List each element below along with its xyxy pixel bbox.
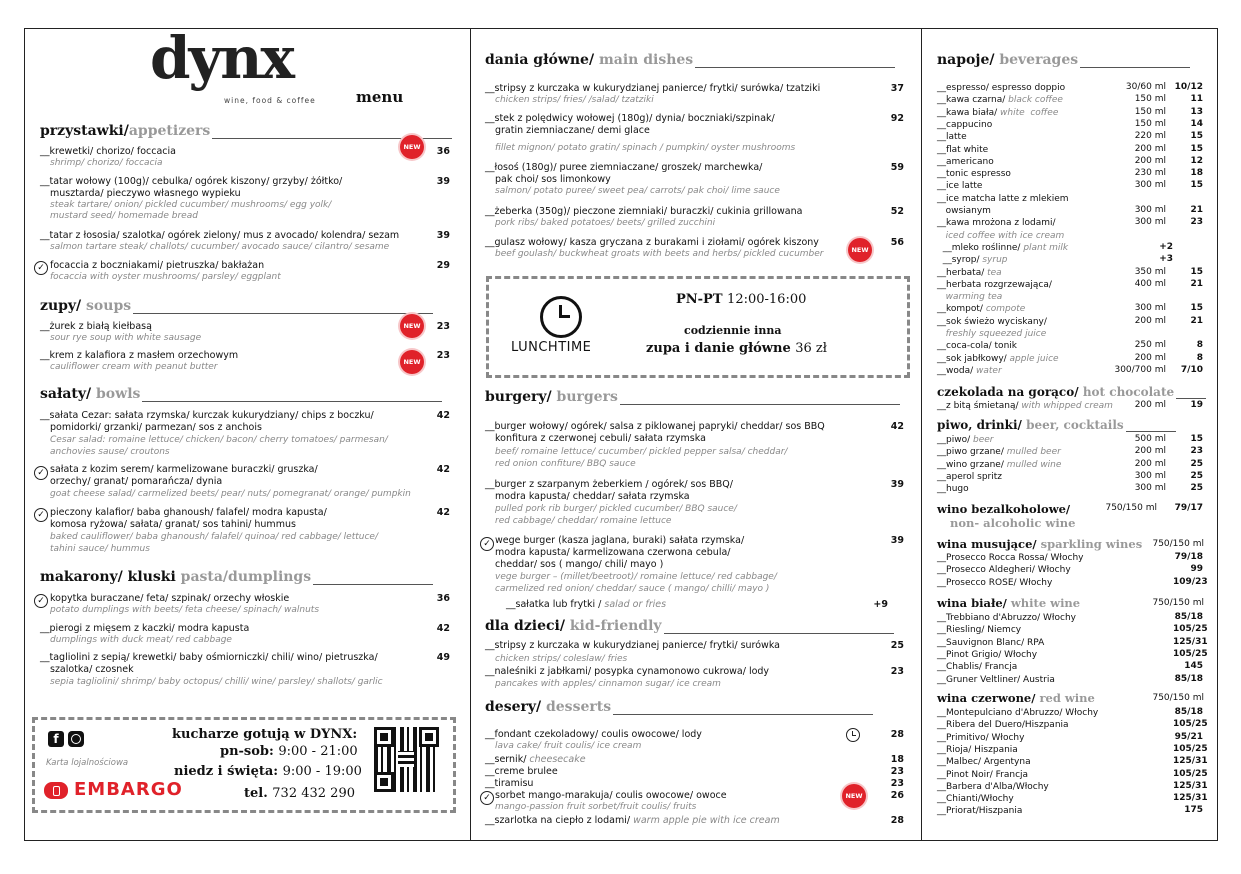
volume: 400 ml <box>1134 278 1166 289</box>
menu-item: __sałata Cezar: sałata rzymska/ kurczak kukurydziany/ chips z boczku/ <box>40 410 374 421</box>
volume: 230 ml <box>1134 168 1166 179</box>
volume: 300 ml <box>1134 217 1166 228</box>
list-item: __cappucino <box>937 119 993 130</box>
list-item: __Priorat/Hiszpania <box>937 806 1023 817</box>
list-item: iced coffee with ice cream <box>937 230 1065 241</box>
section-heading: piwo, drinki/ beer, cocktails <box>937 418 1176 432</box>
phone[interactable]: tel. 732 432 290 <box>244 786 355 801</box>
new-badge: NEW <box>400 350 424 374</box>
vegetarian-icon: ✓ <box>34 508 48 522</box>
price: 8 <box>1196 340 1203 351</box>
section-heading: dania główne/ main dishes <box>485 52 895 68</box>
list-item: __wino grzane/ mulled wine <box>937 459 1062 470</box>
section-heading: dla dzieci/ kid-friendly <box>485 618 894 634</box>
price: 95/21 <box>1174 731 1203 742</box>
list-item: __Rioja/ Hiszpania <box>937 744 1018 755</box>
price: 25 <box>1190 458 1203 469</box>
menu-item: __gulasz wołowy/ kasza gryczana z burakami i ziołami/ ogórek kiszony <box>485 237 819 248</box>
menu-item: __łosoś (180g)/ puree ziemniaczane/ groszek/ marchewka/ <box>485 162 763 173</box>
menu-item: __stripsy z kurczaka w kukurydzianej panierce/ frytki/ surówka <box>485 640 780 651</box>
price: 105/25 <box>1173 719 1208 730</box>
menu-item: __sernik/ cheesecake <box>485 754 586 765</box>
list-item: __kawa biała/ white coffee <box>937 107 1059 118</box>
price: 15 <box>1190 143 1203 154</box>
list-item: __sok jabłkowy/ apple juice <box>937 353 1059 364</box>
list-item: __Chablis/ Francja <box>937 662 1018 673</box>
volume: 150 ml <box>1134 118 1166 129</box>
volume: 200 ml <box>1134 446 1166 457</box>
volume: 200 ml <box>1134 315 1166 326</box>
price: 21 <box>1190 278 1203 289</box>
price: 79/18 <box>1174 552 1203 562</box>
list-item: __mleko roślinne/ plant milk <box>937 242 1069 253</box>
volume: 300 ml <box>1134 470 1166 481</box>
volume: 200 ml <box>1134 458 1166 469</box>
menu-item: __z bitą śmietaną/ with whipped cream <box>937 401 1113 411</box>
hours-mon-sat: pn-sob: 9:00 - 21:00 <box>220 744 358 759</box>
new-badge: NEW <box>400 135 424 159</box>
list-item: __kompot/ compote <box>937 304 1026 315</box>
menu-item: __stek z polędwicy wołowej (180g)/ dynia/ boczniaki/szpinak/ <box>485 113 775 124</box>
section-heading: wina białe/ white wine <box>937 596 1081 610</box>
price: 12 <box>1190 155 1203 166</box>
list-item: __piwo grzane/ mulled beer <box>937 447 1061 458</box>
volume: 150 ml <box>1134 106 1166 117</box>
volume: 150 ml <box>1134 94 1166 105</box>
price: 125/31 <box>1173 636 1208 647</box>
clock-icon <box>846 728 860 742</box>
menu-item: __krem z kalafiora z masłem orzechowym <box>40 350 239 361</box>
volume: 300 ml <box>1134 303 1166 314</box>
section-heading: desery/ desserts <box>485 699 873 715</box>
embargo-logo: EMBARGO <box>44 781 214 801</box>
menu-item: __pierogi z mięsem z kaczki/ modra kapusta <box>40 623 250 634</box>
price: 8 <box>1196 352 1203 363</box>
volume: 300 ml <box>1134 205 1166 215</box>
section-heading: wina musujące/ sparkling wines <box>937 537 1143 551</box>
volume: 200 ml <box>1134 143 1166 154</box>
price: 7/10 <box>1180 364 1203 375</box>
menu-item: sorbet mango-marakuja/ coulis owocowe/ owoce <box>495 790 727 801</box>
list-item: __Chianti/Włochy <box>937 794 1014 805</box>
section-heading: wina czerwone/ red wine <box>937 691 1095 705</box>
list-item: __sok świeżo wyciskany/ <box>937 316 1047 327</box>
list-item: __syrop/ syrup <box>937 255 1008 266</box>
list-item: warming tea <box>937 292 1003 303</box>
list-item: __Prosecco ROSE/ Włochy <box>937 577 1053 588</box>
list-item: __Gruner Veltliner/ Austria <box>937 674 1055 685</box>
lunch-hours: PN-PT 12:00-16:00 <box>676 292 807 307</box>
price: 125/31 <box>1173 793 1208 804</box>
menu-item: pieczony kalafior/ baba ghanoush/ falafel/ modra kapusta/ <box>50 507 327 518</box>
list-item: __Prosecco Rocca Rossa/ Włochy <box>937 553 1084 563</box>
facebook-icon[interactable]: f <box>48 731 64 747</box>
list-item: __aperol spritz <box>937 471 1002 482</box>
price: 21 <box>1190 205 1203 215</box>
section-heading: przystawki/appetizers <box>40 123 452 139</box>
menu-item: kopytka buraczane/ feta/ szpinak/ orzechy włoskie <box>50 593 290 604</box>
price: 175 <box>1184 805 1203 816</box>
cooks-heading: kucharze gotują w DYNX: <box>172 727 358 742</box>
menu-item: wege burger (kasza jaglana, buraki) sałata rzymska/ <box>495 535 745 546</box>
section-heading: zupy/ soups <box>40 298 433 314</box>
price: 85/18 <box>1174 673 1203 684</box>
list-item: __kawa czarna/ black coffee <box>937 95 1063 106</box>
vegetarian-icon: ✓ <box>34 594 48 608</box>
price: 109/23 <box>1173 576 1208 587</box>
list-item: __Primitivo/ Włochy <box>937 732 1025 743</box>
menu-item: __sałatka lub frytki / salad or fries <box>506 599 667 610</box>
price: 11 <box>1190 94 1203 105</box>
qr-code-icon[interactable] <box>374 727 439 792</box>
volume: 30/60 ml <box>1125 82 1166 92</box>
list-item: __kawa mrożona z lodami/ <box>937 218 1056 229</box>
volume: 200 ml <box>1134 352 1166 363</box>
list-item: __Malbec/ Argentyna <box>937 757 1031 768</box>
list-item: __Trebbiano d'Abruzzo/ Włochy <box>937 613 1076 623</box>
list-item: __herbata/ tea <box>937 267 1002 278</box>
lunchtime-label: LUNCHTIME <box>511 340 592 355</box>
list-item: __americano <box>937 156 994 167</box>
list-item: __Sauvignon Blanc/ RPA <box>937 637 1045 648</box>
price: 25 <box>1190 483 1203 494</box>
hours-sun: niedz i święta: 9:00 - 19:00 <box>174 764 362 779</box>
list-item: __espresso/ espresso doppio <box>937 83 1066 93</box>
price: 125/31 <box>1173 780 1208 791</box>
menu-item: __tagliolini z sepią/ krewetki/ baby ośmiorniczki/ chili/ wino/ pietruszka/ <box>40 652 378 663</box>
list-item: __coca-cola/ tonik <box>937 341 1017 352</box>
volume: 300 ml <box>1134 180 1166 191</box>
price: 15 <box>1190 266 1203 277</box>
section-heading: wino bezalkoholowe/ <box>937 502 1071 516</box>
list-item: __Pinot Grigio/ Włochy <box>937 649 1038 660</box>
price: 15 <box>1190 303 1203 314</box>
price: 105/25 <box>1173 768 1208 779</box>
list-item: freshly squeezed juice <box>937 329 1047 339</box>
list-item: __ice latte <box>937 181 983 192</box>
section-heading: burgery/ burgers <box>485 389 900 405</box>
list-item: __Riesling/ Niemcy <box>937 625 1022 636</box>
price: 13 <box>1190 106 1203 117</box>
list-item: __woda/ water <box>937 365 1002 376</box>
price: 25 <box>1190 470 1203 481</box>
list-item: __herbata rozgrzewająca/ <box>937 279 1052 290</box>
menu-item: __burger z szarpanym żeberkiem / ogórek/ sos BBQ/ <box>485 479 733 490</box>
clock-icon <box>540 296 582 338</box>
menu-item: __burger wołowy/ ogórek/ salsa z piklowanej papryki/ cheddar/ sos BBQ <box>485 421 825 432</box>
section-heading: makarony/ kluski pasta/dumplings <box>40 569 433 585</box>
price: 10/12 <box>1174 82 1203 92</box>
price: 15 <box>1190 180 1203 191</box>
menu-item: __szarlotka na ciepło z lodami/ warm apple pie with ice cream <box>485 815 780 826</box>
price: 85/18 <box>1174 707 1203 717</box>
volume: 300/700 ml <box>1114 364 1166 375</box>
new-badge: NEW <box>400 314 424 338</box>
menu-item: __tatar z łososia/ szalotka/ ogórek zielony/ mus z avocado/ kolendra/ sezam <box>40 230 400 241</box>
loyalty-card: Karta lojalnościowa <box>46 758 129 768</box>
price: 23 <box>1190 217 1203 228</box>
list-item: __Pinot Noir/ Francja <box>937 769 1029 780</box>
column-divider <box>470 28 471 840</box>
menu-item: __stripsy z kurczaka w kukurydzianej panierce/ frytki/ surówka/ tzatziki <box>485 83 821 94</box>
price: 15 <box>1190 131 1203 142</box>
list-item: __Prosecco Aldegheri/ Włochy <box>937 565 1071 576</box>
price: 125/31 <box>1173 756 1208 767</box>
price: 105/25 <box>1173 743 1208 754</box>
menu-item: __creme brulee <box>485 766 558 777</box>
section-heading: czekolada na gorąco/ hot chocolate <box>937 385 1206 399</box>
volume: 500 ml <box>1134 434 1166 444</box>
lunch-daily: codziennie inna <box>684 324 782 337</box>
menu-item: __żeberka (350g)/ pieczone ziemniaki/ buraczki/ cukinia grillowana <box>485 206 803 217</box>
instagram-icon[interactable] <box>68 731 84 747</box>
price: 145 <box>1184 661 1203 672</box>
new-badge: NEW <box>842 784 866 808</box>
list-item: __latte <box>937 132 967 143</box>
column-divider <box>921 28 922 840</box>
list-item: __Montepulciano d'Abruzzo/ Włochy <box>937 708 1099 718</box>
price: 21 <box>1190 315 1203 326</box>
lunch-offer: zupa i danie główne 36 zł <box>646 341 827 356</box>
price: 99 <box>1190 564 1203 575</box>
volume: 220 ml <box>1134 131 1166 142</box>
list-item: __Ribera del Duero/Hiszpania <box>937 720 1069 731</box>
vegetarian-icon: ✓ <box>480 791 494 805</box>
menu-item: __tatar wołowy (100g)/ cebulka/ ogórek kiszony/ grzyby/ żółtko/ <box>40 176 343 187</box>
volume: 300 ml <box>1134 483 1166 494</box>
price: 15 <box>1190 434 1203 444</box>
menu-title: menu <box>356 88 404 106</box>
vegetarian-icon: ✓ <box>480 537 494 551</box>
list-item: __ice matcha latte z mlekiem <box>937 193 1069 204</box>
price: 23 <box>1190 446 1203 457</box>
vegetarian-icon: ✓ <box>34 466 48 480</box>
menu-item: __fondant czekoladowy/ coulis owocowe/ lody <box>485 729 702 740</box>
volume: 200 ml <box>1134 155 1166 166</box>
menu-item: __tiramisu <box>485 778 534 789</box>
new-badge: NEW <box>848 238 872 262</box>
price: 105/25 <box>1173 648 1208 659</box>
menu-item: __naleśniki z jabłkami/ posypka cynamonowo cukrowa/ lody <box>485 666 770 677</box>
volume: 350 ml <box>1134 266 1166 277</box>
price: +2 <box>1159 241 1173 252</box>
list-item: owsianym <box>937 206 991 216</box>
price: 14 <box>1190 118 1203 129</box>
menu-item: __żurek z białą kiełbasą <box>40 321 152 332</box>
section-heading: napoje/ beverages <box>937 52 1190 68</box>
menu-item: focaccia z boczniakami/ pietruszka/ bakłażan <box>50 260 265 271</box>
section-heading: sałaty/ bowls <box>40 386 442 402</box>
menu-item: sałata z kozim serem/ karmelizowane buraczki/ gruszka/ <box>50 464 318 475</box>
list-item: __hugo <box>937 484 969 495</box>
logo: dynx wine, food & coffee <box>150 24 316 105</box>
menu-item: __krewetki/ chorizo/ foccacia <box>40 146 176 157</box>
list-item: __tonic espresso <box>937 169 1011 180</box>
price: 18 <box>1190 168 1203 179</box>
list-item: __Barbera d'Alba/Włochy <box>937 781 1049 792</box>
price: 105/25 <box>1173 624 1208 635</box>
list-item: __flat white <box>937 144 989 155</box>
price: +3 <box>1159 254 1173 265</box>
volume: 250 ml <box>1134 340 1166 351</box>
list-item: __piwo/ beer <box>937 435 994 445</box>
vegetarian-icon: ✓ <box>34 261 48 275</box>
price: 85/18 <box>1174 612 1203 622</box>
